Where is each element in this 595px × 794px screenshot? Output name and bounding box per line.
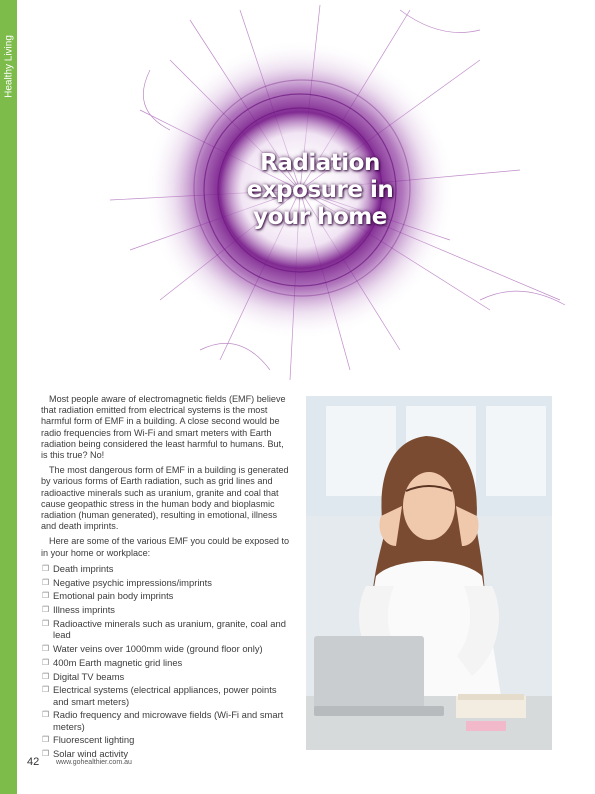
list-item: ❒ Death imprints — [42, 562, 114, 574]
bullet-icon: ❒ — [42, 605, 50, 615]
bullet-icon: ❒ — [42, 591, 50, 601]
article-body — [41, 394, 291, 762]
list-item: ❒ Solar wind activity — [42, 748, 129, 760]
paragraph-intro: Most people aware of electromagnetic fields (EMF) believe that radiation emitted from electrical systems is the most harmful form of EMF in a building. A close second would be radio frequencies from Wi-Fi and smart meters with Earth radiation being considered the least harmful to humans. But, is this true? No! — [41, 394, 286, 461]
radiation-burst-illustration — [20, 0, 595, 390]
bullet-icon: ❒ — [42, 657, 50, 667]
section-tab-label: Healthy Living — [3, 35, 15, 98]
title-line-1: Radiation — [260, 150, 380, 176]
bullet-icon: ❒ — [42, 685, 50, 695]
title-line-2: exposure in — [246, 177, 394, 203]
list-item: ❒ Negative psychic impressions/imprints — [42, 576, 212, 588]
bullet-icon: ❒ — [42, 619, 50, 629]
title-line-3: your home — [253, 204, 387, 230]
list-item: ❒ Digital TV beams — [42, 670, 125, 682]
list-item: ❒ Radioactive minerals such as uranium, granite, coal and lead — [42, 618, 286, 641]
list-item: ❒ Fluorescent lighting — [42, 734, 135, 746]
section-side-tab — [0, 0, 17, 794]
page-number: 42 — [27, 756, 40, 768]
bullet-icon: ❒ — [42, 577, 50, 587]
woman-headache-photo — [306, 396, 552, 750]
list-item: ❒ 400m Earth magnetic grid lines — [42, 656, 183, 668]
bullet-icon: ❒ — [42, 671, 50, 681]
footer-url: www.gohealthier.com.au — [56, 759, 132, 766]
list-item: ❒ Emotional pain body imprints — [42, 590, 174, 602]
list-item: ❒ Water veins over 1000mm wide (ground floor only) — [42, 643, 263, 655]
paragraph-earth-radiation: The most dangerous form of EMF in a building is generated by various forms of Earth radiation, such as grid lines and radioactive minerals such as uranium, granite and coal that cause geopathic stress in the human body and bioplasmic radiation (human generated), resulting in emotional, illness and death imprints. — [41, 465, 289, 532]
list-item: ❒ Electrical systems (electrical appliances, power points and smart meters) — [42, 684, 277, 707]
bullet-icon: ❒ — [42, 749, 50, 759]
list-item: ❒ Illness imprints — [42, 604, 115, 616]
paragraph-list-intro: Here are some of the various EMF you could be exposed to in your home or workplace: — [41, 536, 290, 558]
bullet-icon: ❒ — [42, 563, 50, 573]
bullet-icon: ❒ — [42, 735, 50, 745]
woman-at-laptop-illustration — [306, 396, 552, 750]
list-item: ❒ Radio frequency and microwave fields (Wi-Fi and smart meters) — [42, 709, 284, 732]
bullet-icon: ❒ — [42, 710, 50, 720]
bullet-icon: ❒ — [42, 644, 50, 654]
article-title — [230, 150, 410, 231]
emf-list — [41, 563, 291, 760]
